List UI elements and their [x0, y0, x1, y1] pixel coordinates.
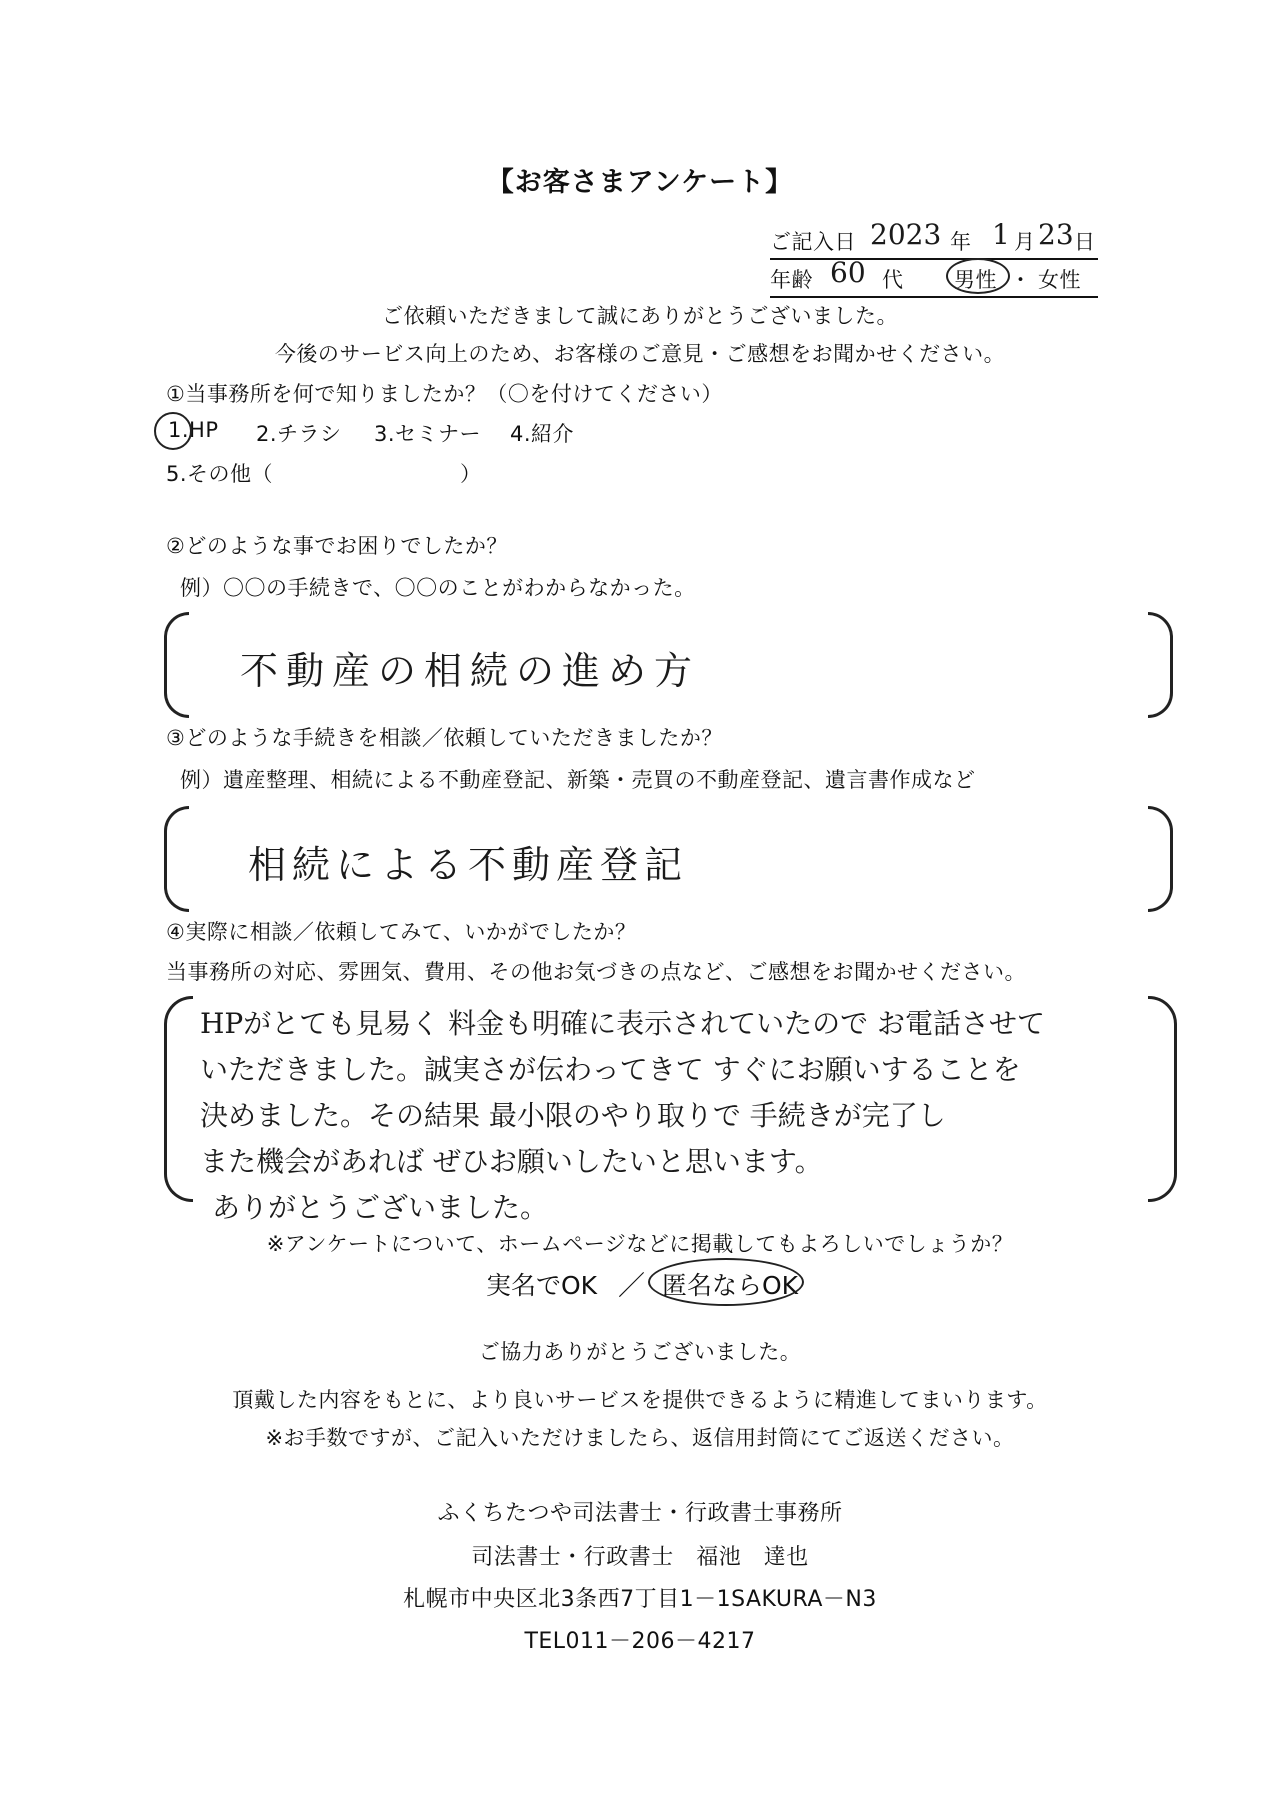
q4-prompt: 当事務所の対応、雰囲気、費用、その他お気づきの点など、ご感想をお聞かせください。 [166, 960, 1026, 984]
q4-question: ④実際に相談／依頼してみて、いかがでしたか？ [166, 920, 637, 944]
q3-question: ③どのような手続きを相談／依頼していただきましたか？ [166, 726, 723, 750]
q4-bracket-left [164, 996, 193, 1202]
q1-selected-circle [154, 412, 192, 450]
office-tel: TEL011－206－4217 [524, 1629, 756, 1654]
date-year-unit: 年 [950, 230, 972, 254]
publish-selected-circle [648, 1258, 804, 1306]
office-representative: 司法書士・行政書士 福池 達也 [471, 1545, 809, 1570]
q1-option-other: 5.その他（ [166, 462, 274, 486]
q1-option-referral: 4.紹介 [510, 422, 575, 446]
q4-bracket-right [1148, 996, 1177, 1202]
publish-slash: ／ [618, 1271, 645, 1302]
q1-option-flyer: 2.チラシ [256, 422, 342, 446]
age-unit: 代 [882, 268, 904, 292]
q2-answer: 不動産の相続の進め方 [240, 649, 701, 693]
intro-line-1: ご依頼いただきまして誠にありがとうございました。 [382, 304, 898, 328]
office-name: ふくちたつや司法書士・行政書士事務所 [437, 1501, 843, 1526]
gender-separator: ・ [1010, 268, 1032, 292]
closing-line-3: ※お手数ですが、ご記入いただけましたら、返信用封筒にてご返送ください。 [265, 1426, 1015, 1450]
q2-bracket-left [164, 612, 189, 718]
q2-question: ②どのような事でお困りでしたか？ [166, 534, 508, 558]
q4-answer-line-2: いただきました。誠実さが伝わってきて すぐにお願いすることを [200, 1053, 1021, 1086]
gender-female: 女性 [1038, 268, 1081, 292]
age-field [770, 258, 1098, 298]
q1-option-hp: 1.HP [168, 418, 219, 442]
date-month: 1 [992, 218, 1010, 251]
survey-title: 【お客さまアンケート】 [486, 167, 794, 198]
q3-bracket-right [1148, 806, 1173, 912]
q4-answer-line-5: ありがとうございました。 [212, 1191, 549, 1224]
date-field [770, 220, 1098, 260]
q1-option-seminar: 3.セミナー [374, 422, 482, 446]
date-day-unit: 日 [1074, 230, 1096, 254]
age-label: 年齢 [770, 268, 813, 292]
q3-example: 例）遺産整理、相続による不動産登記、新築・売買の不動産登記、遺言書作成など [180, 768, 976, 792]
male-selected-circle [946, 258, 1010, 294]
q4-answer-line-4: また機会があれば ぜひお願いしたいと思います。 [200, 1145, 823, 1178]
publish-question: ※アンケートについて、ホームページなどに掲載してもよろしいでしょうか？ [266, 1232, 1014, 1256]
q2-example: 例）〇〇の手続きで、〇〇のことがわからなかった。 [180, 576, 696, 600]
q3-bracket-left [164, 806, 189, 912]
q4-answer-line-1: HPがとても見易く 料金も明確に表示されていたので お電話させて [200, 1007, 1046, 1040]
q2-bracket-right [1148, 612, 1173, 718]
closing-line-2: 頂戴した内容をもとに、より良いサービスを提供できるように精進してまいります。 [232, 1388, 1048, 1412]
date-day: 23 [1038, 218, 1074, 251]
age-value: 60 [830, 256, 866, 289]
office-address: 札幌市中央区北3条西7丁目1－1SAKURA－N3 [403, 1587, 877, 1612]
intro-line-2: 今後のサービス向上のため、お客様のご意見・ご感想をお聞かせください。 [274, 342, 1006, 366]
date-label: ご記入日 [770, 230, 856, 254]
q1-option-other-close: ） [460, 462, 482, 486]
publish-option-anon: 匿名ならOK [662, 1271, 799, 1300]
publish-option-real: 実名でOK [486, 1271, 598, 1300]
date-year: 2023 [870, 218, 942, 251]
gender-male: 男性 [954, 268, 997, 292]
date-month-unit: 月 [1014, 230, 1036, 254]
closing-line-1: ご協力ありがとうございました。 [478, 1340, 802, 1364]
q3-answer: 相続による不動産登記 [248, 843, 689, 887]
q1-question: ①当事務所を何で知りましたか？（〇を付けてください） [166, 382, 723, 406]
q4-answer-line-3: 決めました。その結果 最小限のやり取りで 手続きが完了し [200, 1099, 946, 1132]
